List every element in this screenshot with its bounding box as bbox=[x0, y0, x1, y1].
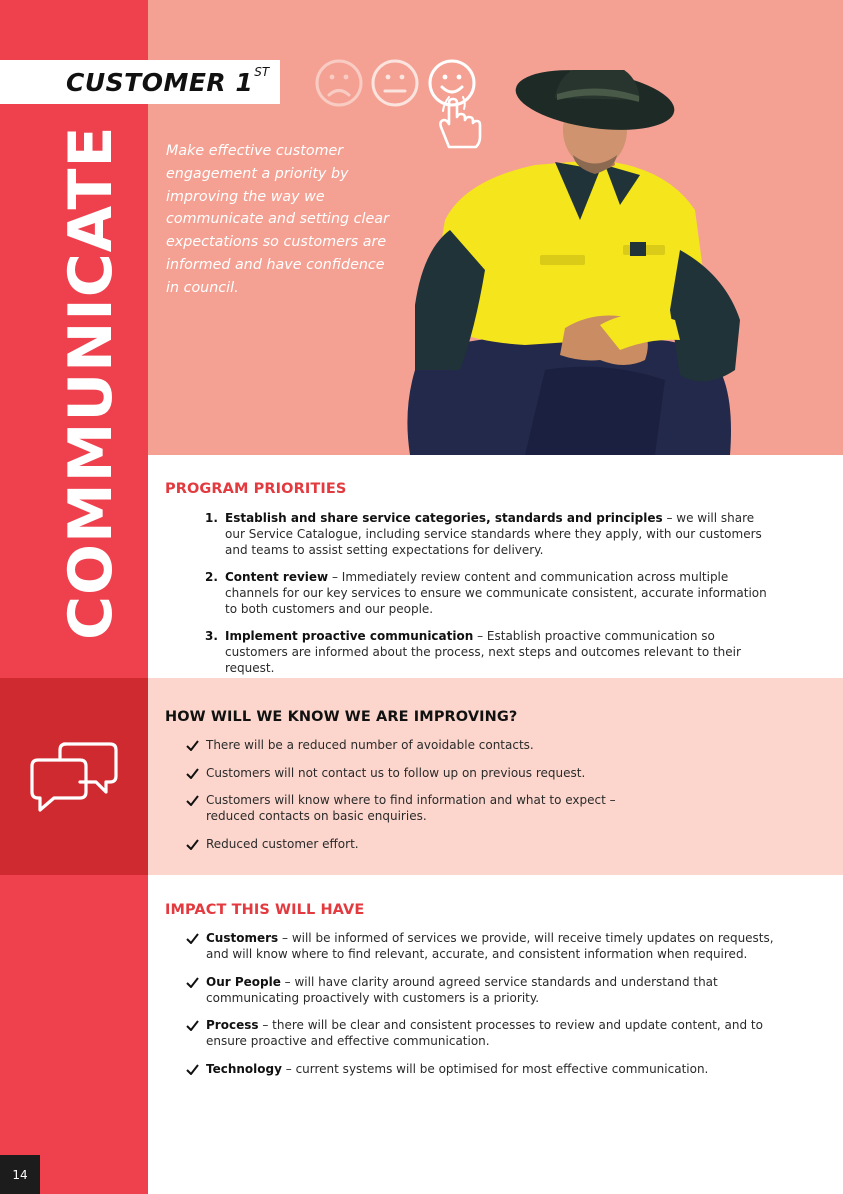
list-item: Customers will know where to find information and what to expect – reduced contacts on basic enquiries. bbox=[186, 792, 656, 824]
list-item: 2. Content review – Immediately review content and communication across multiple channels for our key services to ensure we communicate consistent, accurate information to both customers and our people. bbox=[205, 570, 767, 616]
page-title-superscript: ST bbox=[254, 65, 270, 79]
check-icon bbox=[186, 1020, 199, 1031]
program-priorities-list bbox=[205, 510, 775, 687]
chat-bubbles-icon bbox=[30, 738, 120, 814]
improving-heading: HOW WILL WE KNOW WE ARE IMPROVING? bbox=[165, 709, 518, 725]
list-item: Technology – current systems will be optimised for most effective communication. bbox=[186, 1061, 786, 1077]
list-item: 3. Implement proactive communication – Establish proactive communication so customers are informed about the process, next steps and outcomes relevant to their request. bbox=[205, 629, 741, 675]
check-icon bbox=[186, 768, 199, 779]
list-item: Customers – will be informed of services we provide, will receive timely updates on requests, and will know where to find relevant, accurate, and consistent information when required. bbox=[186, 930, 786, 962]
check-icon bbox=[186, 740, 199, 751]
page-title: CUSTOMER 1 bbox=[66, 67, 254, 97]
vertical-title: COMMUNICATE bbox=[56, 125, 126, 640]
improving-list bbox=[186, 737, 656, 863]
hero-statement: Make effective customer engagement a priority by improving the way we communicate and setting clear expectations so customers are informed and have confidence in council. bbox=[166, 143, 389, 296]
sad-face-icon bbox=[317, 61, 361, 105]
check-icon bbox=[186, 1064, 199, 1075]
title-banner bbox=[0, 60, 280, 104]
check-icon bbox=[186, 839, 199, 850]
program-priorities-heading: PROGRAM PRIORITIES bbox=[165, 481, 347, 497]
check-icon bbox=[186, 795, 199, 806]
list-item: Our People – will have clarity around agreed service standards and understand that communicating proactively with customers is a priority. bbox=[186, 974, 786, 1006]
list-item: 1. Establish and share service categories, standards and principles – we will share our Service Catalogue, including service standards where they apply, with our customers and teams to assist setting expectations for delivery. bbox=[205, 511, 762, 557]
list-item: Customers will not contact us to follow up on previous request. bbox=[186, 765, 656, 781]
check-icon bbox=[186, 933, 199, 944]
impact-list bbox=[186, 930, 786, 1088]
list-item: Reduced customer effort. bbox=[186, 836, 656, 852]
worker-photo bbox=[405, 70, 745, 455]
page-number: 14 bbox=[0, 1155, 40, 1194]
list-item: There will be a reduced number of avoidable contacts. bbox=[186, 737, 656, 753]
check-icon bbox=[186, 977, 199, 988]
impact-heading: IMPACT THIS WILL HAVE bbox=[165, 902, 365, 918]
list-item: Process – there will be clear and consistent processes to review and update content, and to ensure proactive and effective communication. bbox=[186, 1017, 786, 1049]
